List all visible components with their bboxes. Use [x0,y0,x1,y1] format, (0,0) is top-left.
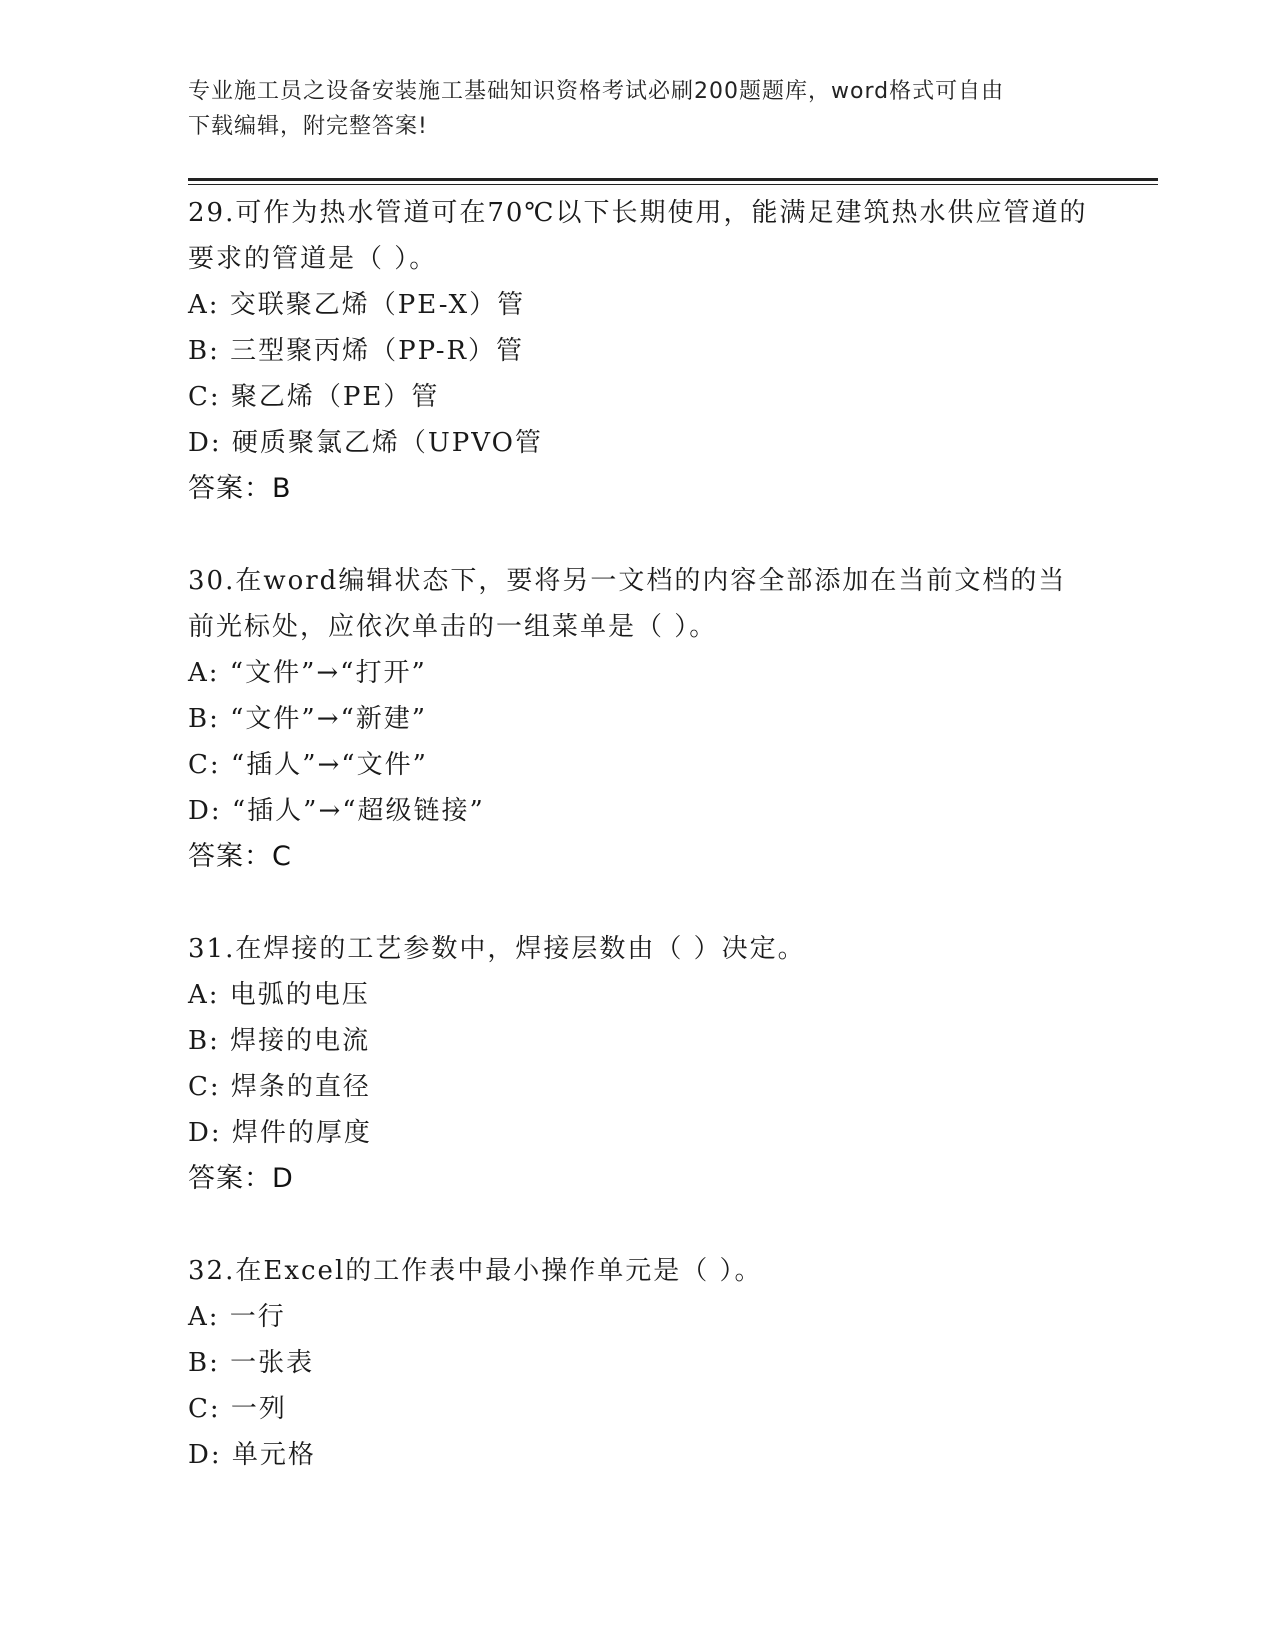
option-b: B: “文件”→“新建” [188,704,428,734]
option-a: A: 一行 [188,1302,286,1332]
question-spacer [188,880,1088,926]
option-a: A: 交联聚乙烯（PE-X）管 [188,290,526,320]
header-divider-thin [188,184,1158,185]
question-list [188,190,1088,1478]
header-line-1: 专业施工员之设备安装施工基础知识资格考试必刷200题题库，word格式可自由 [188,79,1005,104]
question-stem: 29.可作为热水管道可在70℃以下长期使用，能满足建筑热水供应管道的要求的管道是（ ）。 [188,198,1088,274]
answer-line: 答案：D [188,1163,294,1194]
header-divider-thick [188,178,1158,181]
option-c: C: “插人”→“文件” [188,750,428,780]
option-b: B: 三型聚丙烯（PP-R）管 [188,336,525,366]
answer-line: 答案：C [188,841,292,872]
option-d: D: “插人”→“超级链接” [188,796,485,826]
question-stem: 32.在Excel的工作表中最小操作单元是（ ）。 [188,1256,763,1286]
option-d: D: 硬质聚氯乙烯（UPVO管 [188,428,543,458]
header-line-2: 下载编辑，附完整答案! [188,114,428,139]
question-31 [188,926,1088,1202]
option-a: A: “文件”→“打开” [188,658,427,688]
option-c: C: 焊条的直径 [188,1072,371,1102]
option-a: A: 电弧的电压 [188,980,370,1010]
question-spacer [188,512,1088,558]
question-spacer [188,1202,1088,1248]
option-c: C: 聚乙烯（PE）管 [188,382,440,412]
question-stem: 30.在word编辑状态下，要将另一文档的内容全部添加在当前文档的当前光标处，应依次单击的一组菜单是（ ）。 [188,566,1067,642]
document-header [188,74,1068,144]
option-d: D: 焊件的厚度 [188,1118,372,1148]
question-30 [188,558,1088,880]
question-29 [188,190,1088,512]
answer-line: 答案：B [188,473,292,504]
option-c: C: 一列 [188,1394,287,1424]
option-d: D: 单元格 [188,1440,316,1470]
option-b: B: 焊接的电流 [188,1026,371,1056]
question-32 [188,1248,1088,1478]
question-stem: 31.在焊接的工艺参数中，焊接层数由（ ）决定。 [188,934,806,964]
option-b: B: 一张表 [188,1348,315,1378]
